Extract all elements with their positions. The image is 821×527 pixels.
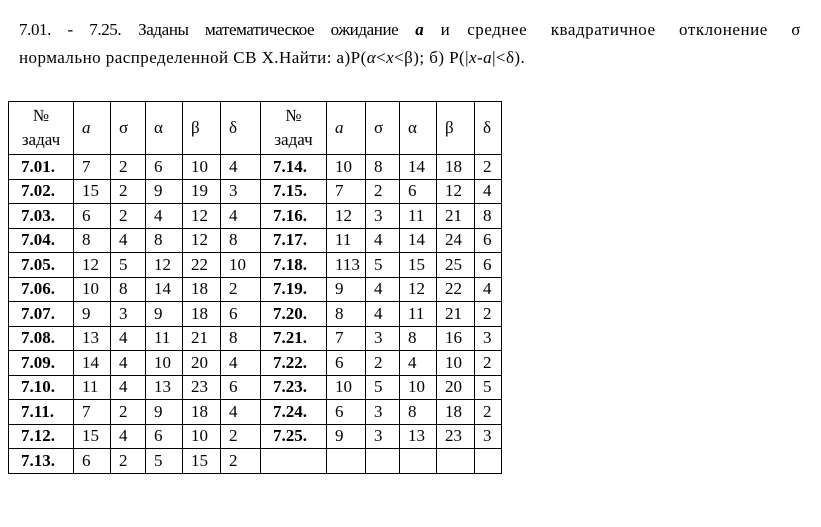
cell-a: 6: [74, 449, 111, 474]
cell-beta: 21: [437, 302, 475, 327]
cell-beta: 12: [183, 228, 221, 253]
cell-a: 10: [327, 155, 366, 180]
cell-alpha: 15: [400, 253, 437, 278]
cell-sigma: 8: [366, 155, 400, 180]
cell-beta: 25: [437, 253, 475, 278]
header-delta: δ: [221, 102, 261, 155]
cell-sigma: 2: [111, 400, 146, 425]
cell-alpha: 6: [146, 424, 183, 449]
cell-alpha: 11: [400, 204, 437, 229]
task-number: 7.03.: [9, 204, 74, 229]
task-range: 7.01. - 7.25.: [19, 20, 122, 39]
cell-delta: 3: [221, 179, 261, 204]
statement-line2-start: нормально распределенной СВ Х.Найти: а)P(: [19, 48, 367, 67]
cell-sigma: 4: [111, 228, 146, 253]
table-row: [9, 155, 502, 180]
cell-delta: 10: [221, 253, 261, 278]
x-minus-a: x-a: [469, 48, 493, 67]
cell-beta: 21: [437, 204, 475, 229]
cell-beta: 18: [183, 400, 221, 425]
header-beta-right: β: [437, 102, 475, 155]
task-number: 7.19.: [261, 277, 327, 302]
cell-delta: 4: [475, 179, 502, 204]
cell-alpha: [400, 449, 437, 474]
cell-sigma: 2: [111, 204, 146, 229]
header-alpha-right: α: [400, 102, 437, 155]
statement-line-1: [19, 16, 801, 44]
header-task-number-right: [261, 102, 327, 155]
table-row: [9, 351, 502, 376]
cell-delta: 2: [475, 302, 502, 327]
cell-a: 15: [74, 179, 111, 204]
cell-a: 12: [327, 204, 366, 229]
cell-alpha: 10: [400, 375, 437, 400]
cell-a: 6: [327, 400, 366, 425]
table-row: [9, 277, 502, 302]
cell-alpha: 11: [146, 326, 183, 351]
cell-alpha: 6: [146, 155, 183, 180]
cell-sigma: 5: [366, 253, 400, 278]
table-row: [9, 179, 502, 204]
cell-a: 6: [327, 351, 366, 376]
task-number: 7.09.: [9, 351, 74, 376]
task-number: 7.11.: [9, 400, 74, 425]
cell-alpha: 12: [146, 253, 183, 278]
cell-a: 7: [74, 155, 111, 180]
cell-alpha: 5: [146, 449, 183, 474]
cell-beta: 12: [437, 179, 475, 204]
less-than-sign: <: [376, 48, 387, 67]
delta-part: |<δ).: [492, 48, 526, 67]
statement-rest-line1: среднее квадратичное отклонение σ: [467, 20, 802, 39]
task-number: 7.21.: [261, 326, 327, 351]
cell-a: 7: [327, 326, 366, 351]
cell-beta: 10: [183, 155, 221, 180]
cell-a: 113: [327, 253, 366, 278]
cell-alpha: 14: [400, 155, 437, 180]
cell-sigma: 2: [111, 449, 146, 474]
cell-sigma: 3: [111, 302, 146, 327]
cell-beta: 22: [437, 277, 475, 302]
cell-sigma: 2: [366, 179, 400, 204]
cell-delta: 2: [475, 400, 502, 425]
cell-a: 7: [327, 179, 366, 204]
cell-sigma: 4: [111, 351, 146, 376]
cell-alpha: 8: [146, 228, 183, 253]
cell-beta: 19: [183, 179, 221, 204]
cell-alpha: 14: [400, 228, 437, 253]
expectation-symbol: a: [415, 20, 424, 39]
cell-alpha: 9: [146, 302, 183, 327]
task-number: 7.02.: [9, 179, 74, 204]
cell-delta: 8: [475, 204, 502, 229]
number-sign: №: [32, 106, 50, 125]
cell-delta: 6: [475, 228, 502, 253]
header-sigma: σ: [111, 102, 146, 155]
task-number: 7.23.: [261, 375, 327, 400]
table-row: [9, 302, 502, 327]
cell-beta: 18: [437, 400, 475, 425]
cell-beta: 16: [437, 326, 475, 351]
cell-sigma: 5: [366, 375, 400, 400]
cell-a: 8: [327, 302, 366, 327]
cell-delta: 2: [221, 449, 261, 474]
task-number: 7.18.: [261, 253, 327, 278]
cell-alpha: 4: [400, 351, 437, 376]
cell-delta: 2: [475, 155, 502, 180]
cell-delta: 5: [475, 375, 502, 400]
cell-alpha: 11: [400, 302, 437, 327]
cell-sigma: 3: [366, 326, 400, 351]
cell-alpha: 8: [400, 326, 437, 351]
task-number: 7.13.: [9, 449, 74, 474]
cell-sigma: 5: [111, 253, 146, 278]
statement-line-2: [19, 44, 801, 72]
cell-alpha: 10: [146, 351, 183, 376]
cell-alpha: 13: [400, 424, 437, 449]
table-header-row: [9, 102, 502, 155]
cell-sigma: 4: [111, 375, 146, 400]
cell-sigma: 4: [111, 326, 146, 351]
cell-a: 10: [327, 375, 366, 400]
cell-a: 6: [74, 204, 111, 229]
beta-part: <β); б) P(|: [394, 48, 470, 67]
cell-beta: 22: [183, 253, 221, 278]
table-row: [9, 253, 502, 278]
cell-a: 9: [327, 277, 366, 302]
task-number: 7.24.: [261, 400, 327, 425]
cell-a: 9: [327, 424, 366, 449]
cell-delta: 2: [475, 351, 502, 376]
cell-sigma: 2: [366, 351, 400, 376]
cell-a: 12: [74, 253, 111, 278]
header-sigma-right: σ: [366, 102, 400, 155]
cell-beta: 18: [437, 155, 475, 180]
cell-sigma: 4: [366, 228, 400, 253]
alpha-symbol: α: [366, 48, 377, 67]
cell-delta: 3: [475, 424, 502, 449]
cell-delta: 8: [221, 228, 261, 253]
cell-delta: 4: [475, 277, 502, 302]
task-number: 7.20.: [261, 302, 327, 327]
cell-delta: 6: [475, 253, 502, 278]
task-number: 7.17.: [261, 228, 327, 253]
task-number: 7.12.: [9, 424, 74, 449]
task-number: 7.22.: [261, 351, 327, 376]
task-number: 7.01.: [9, 155, 74, 180]
cell-delta: 6: [221, 302, 261, 327]
x-symbol: x: [386, 48, 395, 67]
task-number: 7.10.: [9, 375, 74, 400]
cell-beta: 10: [437, 351, 475, 376]
cell-alpha: 4: [146, 204, 183, 229]
cell-delta: [475, 449, 502, 474]
table-row: [9, 375, 502, 400]
cell-a: 7: [74, 400, 111, 425]
cell-sigma: 3: [366, 400, 400, 425]
number-sign: №: [285, 106, 302, 125]
cell-a: 15: [74, 424, 111, 449]
cell-delta: 4: [221, 400, 261, 425]
task-number: 7.08.: [9, 326, 74, 351]
task-table: [8, 101, 502, 474]
table-row: [9, 424, 502, 449]
cell-beta: 18: [183, 277, 221, 302]
cell-alpha: 9: [146, 179, 183, 204]
cell-delta: 4: [221, 155, 261, 180]
cell-alpha: 13: [146, 375, 183, 400]
cell-beta: 24: [437, 228, 475, 253]
cell-a: 11: [327, 228, 366, 253]
cell-beta: 10: [183, 424, 221, 449]
cell-beta: 20: [437, 375, 475, 400]
task-number: 7.15.: [261, 179, 327, 204]
cell-beta: 18: [183, 302, 221, 327]
task-word: задач: [21, 130, 61, 149]
cell-delta: 4: [221, 204, 261, 229]
cell-alpha: 9: [146, 400, 183, 425]
cell-beta: 23: [183, 375, 221, 400]
header-beta: β: [183, 102, 221, 155]
cell-beta: 20: [183, 351, 221, 376]
cell-a: 10: [74, 277, 111, 302]
table-row: [9, 228, 502, 253]
statement-lead: Заданы математическое ожидание: [138, 20, 399, 39]
task-number: 7.25.: [261, 424, 327, 449]
task-number: 7.14.: [261, 155, 327, 180]
table-row: [9, 400, 502, 425]
task-number: 7.05.: [9, 253, 74, 278]
cell-delta: 6: [221, 375, 261, 400]
problem-statement: [19, 16, 801, 72]
cell-sigma: [366, 449, 400, 474]
cell-sigma: 3: [366, 204, 400, 229]
task-number: 7.04.: [9, 228, 74, 253]
cell-delta: 8: [221, 326, 261, 351]
task-number: [261, 449, 327, 474]
cell-beta: [437, 449, 475, 474]
cell-alpha: 14: [146, 277, 183, 302]
cell-a: 14: [74, 351, 111, 376]
cell-delta: 4: [221, 351, 261, 376]
cell-delta: 3: [475, 326, 502, 351]
table-row: [9, 326, 502, 351]
cell-beta: 23: [437, 424, 475, 449]
cell-alpha: 12: [400, 277, 437, 302]
task-number: 7.16.: [261, 204, 327, 229]
cell-a: 13: [74, 326, 111, 351]
task-word: задач: [274, 130, 313, 149]
cell-delta: 2: [221, 277, 261, 302]
cell-alpha: 6: [400, 179, 437, 204]
cell-delta: 2: [221, 424, 261, 449]
header-a: a: [74, 102, 111, 155]
table-row: [9, 204, 502, 229]
cell-beta: 12: [183, 204, 221, 229]
table-row: [9, 449, 502, 474]
cell-sigma: 3: [366, 424, 400, 449]
header-delta-right: δ: [475, 102, 502, 155]
header-a-right: a: [327, 102, 366, 155]
cell-sigma: 4: [111, 424, 146, 449]
task-number: 7.07.: [9, 302, 74, 327]
cell-sigma: 2: [111, 155, 146, 180]
task-number: 7.06.: [9, 277, 74, 302]
cell-sigma: 2: [111, 179, 146, 204]
cell-sigma: 4: [366, 277, 400, 302]
cell-a: [327, 449, 366, 474]
header-alpha: α: [146, 102, 183, 155]
cell-sigma: 8: [111, 277, 146, 302]
cell-beta: 21: [183, 326, 221, 351]
cell-sigma: 4: [366, 302, 400, 327]
header-task-number: [9, 102, 74, 155]
cell-a: 11: [74, 375, 111, 400]
cell-alpha: 8: [400, 400, 437, 425]
cell-a: 9: [74, 302, 111, 327]
cell-a: 8: [74, 228, 111, 253]
statement-and: и: [440, 20, 451, 39]
cell-beta: 15: [183, 449, 221, 474]
